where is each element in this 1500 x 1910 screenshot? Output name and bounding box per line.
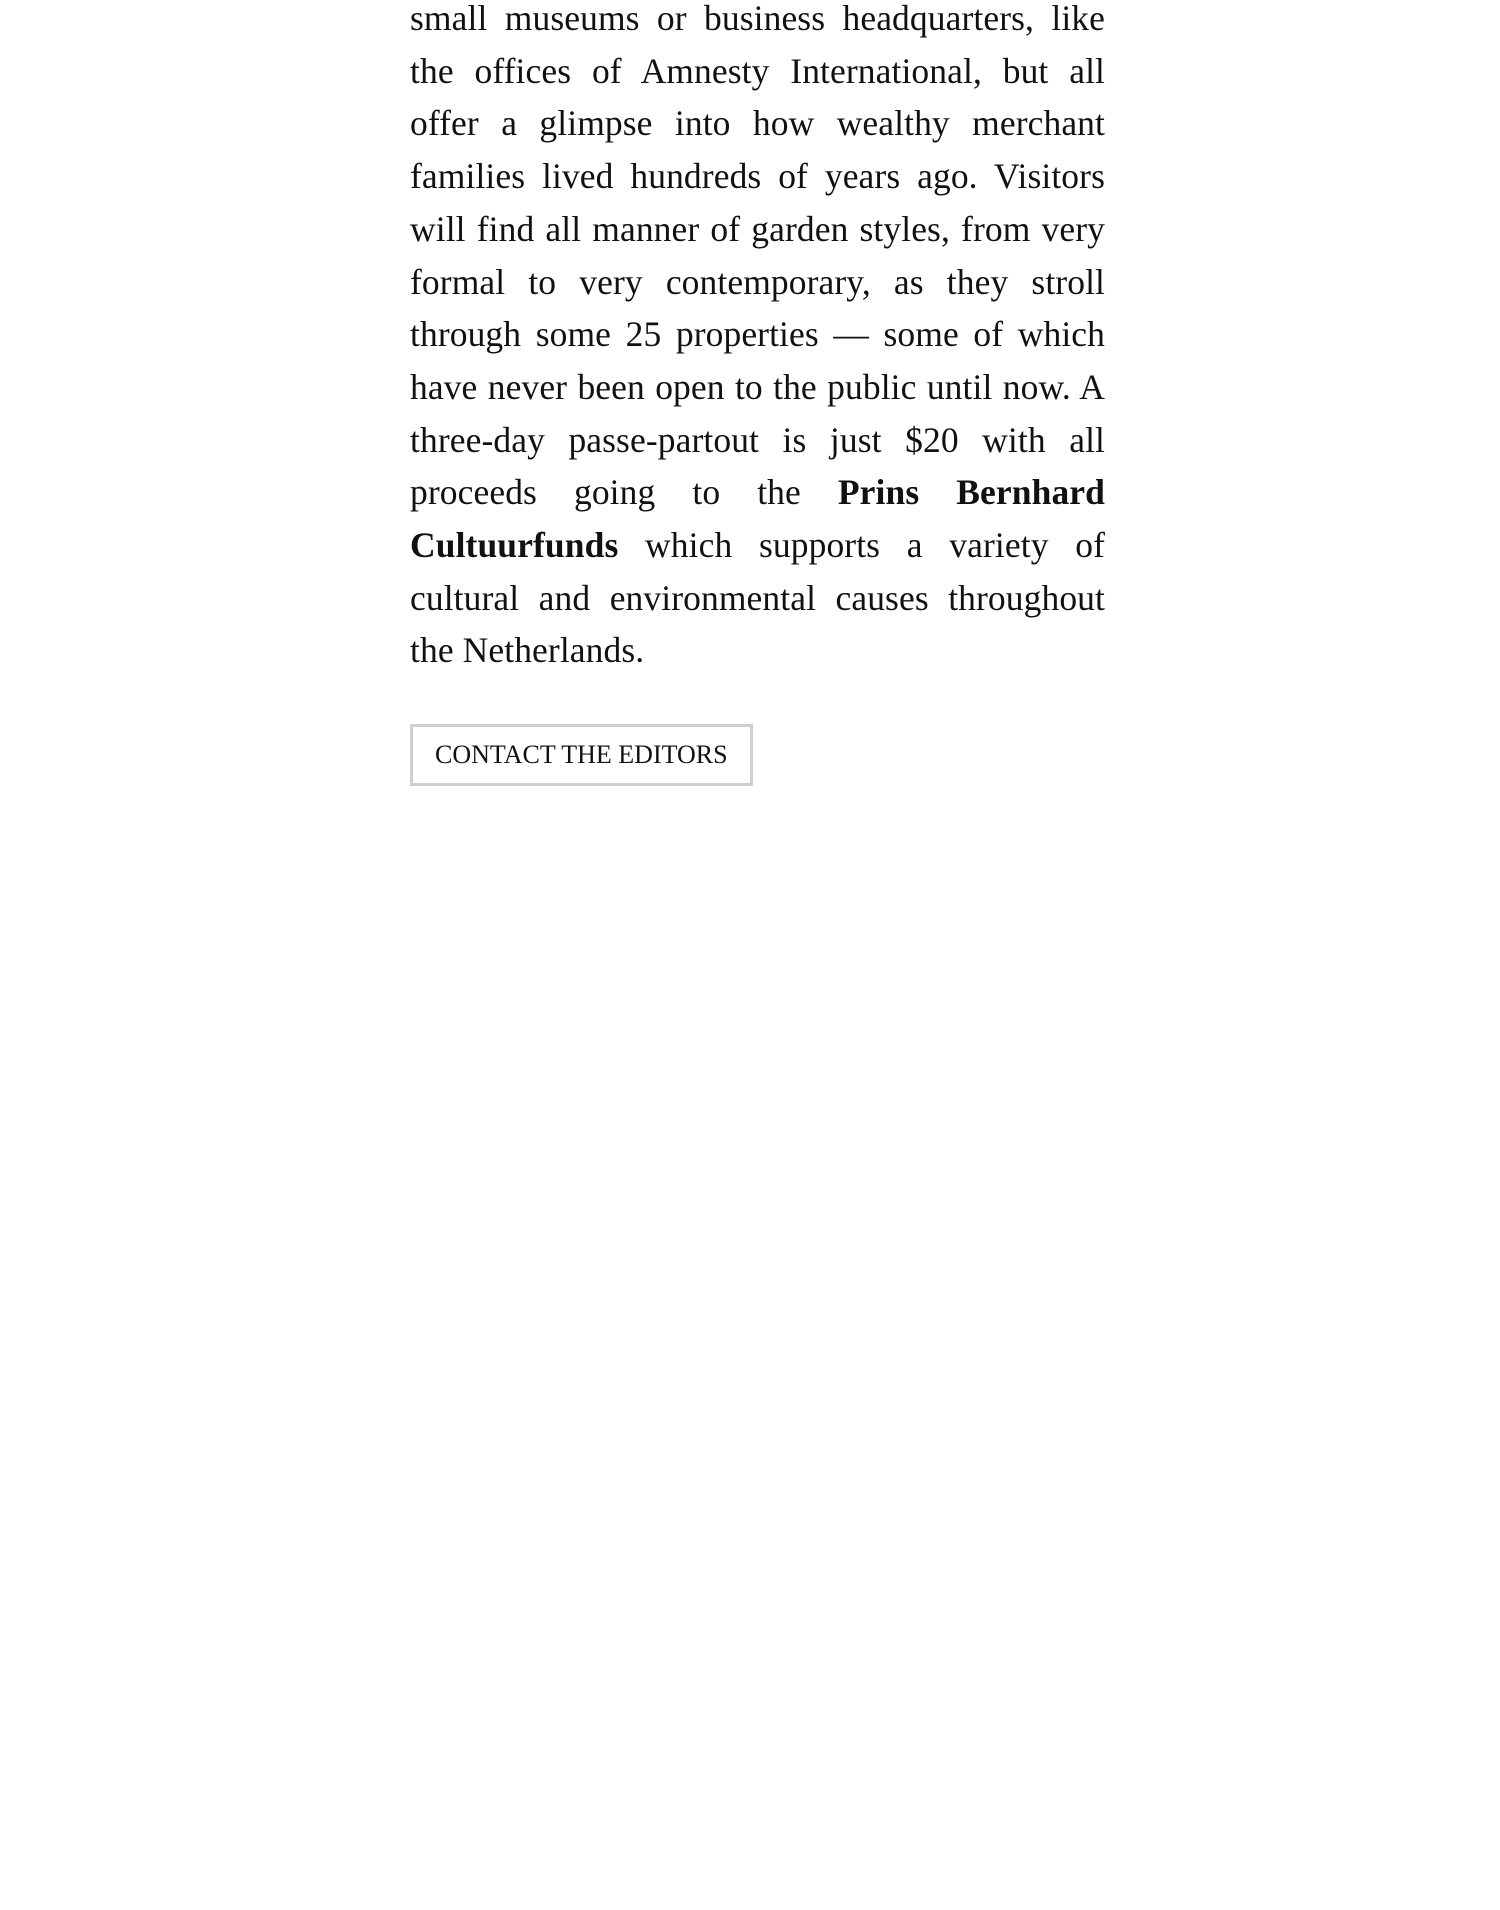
paragraph-text-before: small museums or business headquarters, like the offices of Amnesty International, but all offer a glimpse into how wealthy merchant families lived hundreds of years ago. Visitors will find all manner of garden styles, from very formal to very contemporary, as they stroll through some 25 properties — some of which have never been open to the public until now. A three-day passe-partout is just $20 with all proceeds going to the: [410, 0, 1105, 513]
paragraph-text-after: which supports a variety of cultural and environmental causes throughout the Netherlands.: [410, 525, 1105, 671]
article-paragraph: [410, 0, 1105, 677]
prins-bernhard-cultuurfunds-name: Prins Bernhard Cultuurfunds: [410, 472, 1106, 566]
contact-editors-button[interactable]: CONTACT THE EDITORS: [410, 724, 753, 786]
article-body: [410, 0, 1105, 677]
